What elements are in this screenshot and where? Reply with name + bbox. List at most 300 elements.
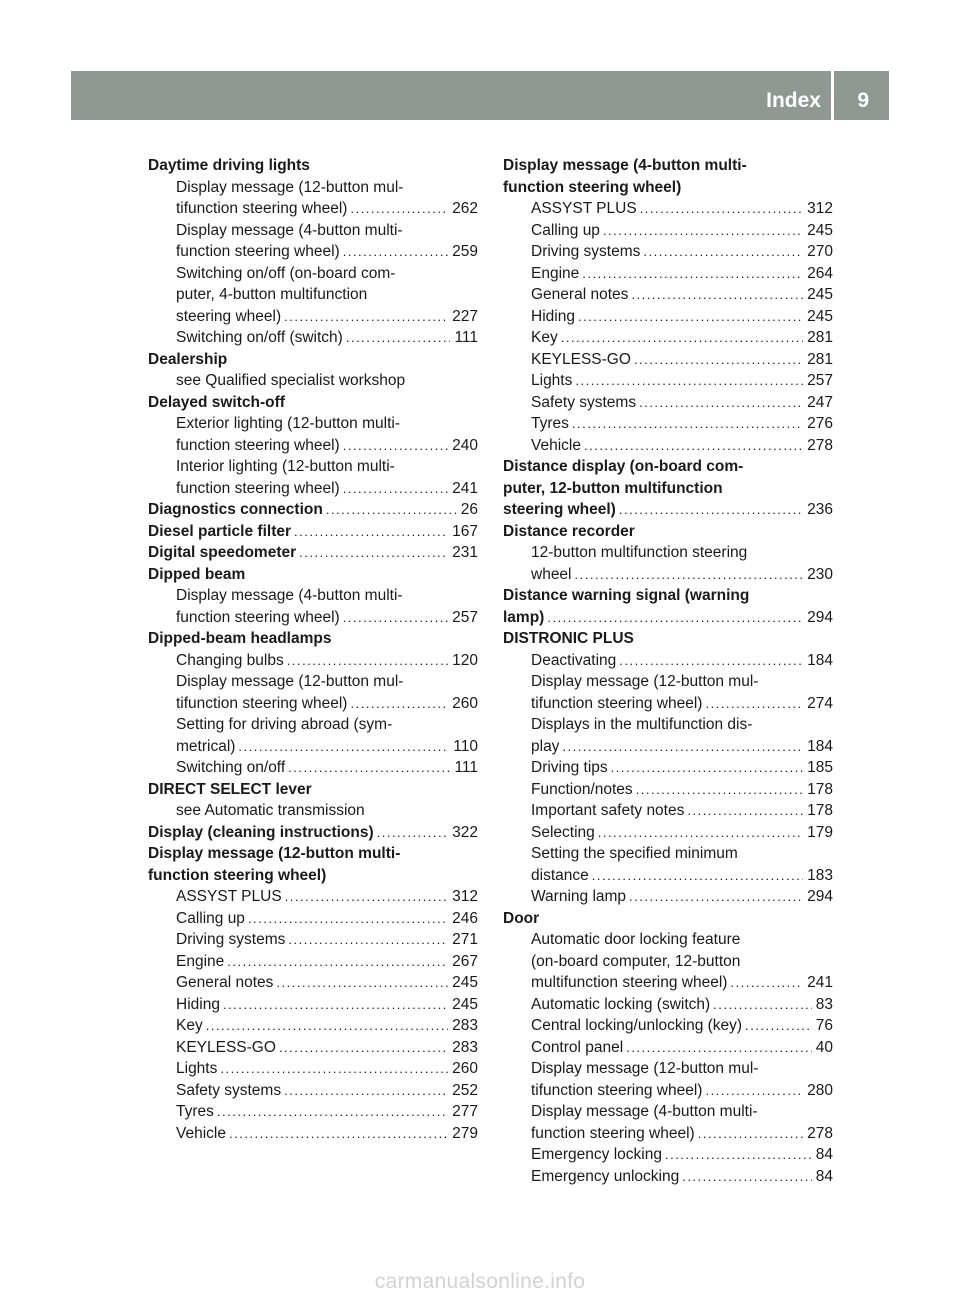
index-subentry xyxy=(503,994,833,1016)
page-ref: 270 xyxy=(807,243,833,260)
entry-label: Tyres xyxy=(176,1103,214,1120)
index-subentry xyxy=(503,198,833,220)
entry-label: General notes xyxy=(176,974,274,991)
entry-label: KEYLESS-GO xyxy=(176,1038,276,1056)
entry-label: ASSYST PLUS xyxy=(531,200,637,217)
index-entry xyxy=(503,177,833,199)
index-subentry xyxy=(148,1101,478,1123)
index-entry xyxy=(503,155,833,177)
index-subentry xyxy=(148,693,478,715)
entry-label: Interior lighting (12-button multi- xyxy=(176,458,395,475)
dot-leader xyxy=(629,886,803,908)
entry-label: Engine xyxy=(531,264,580,282)
entry-label: Vehicle xyxy=(176,1124,226,1142)
index-subentry xyxy=(148,284,478,306)
dot-leader xyxy=(343,607,448,629)
entry-label: Display message (4-button multi- xyxy=(176,587,403,604)
index-entry xyxy=(148,779,478,801)
page-ref: 227 xyxy=(452,307,478,325)
entry-label: Display message (12-button mul- xyxy=(176,178,404,196)
entry-label: Display message (12-button mul- xyxy=(176,673,404,690)
index-entry xyxy=(148,392,478,414)
index-subentry xyxy=(148,951,478,973)
index-subentry xyxy=(503,757,833,779)
dot-leader xyxy=(227,951,448,973)
entry-label: tifunction steering wheel) xyxy=(176,694,348,712)
entry-label: Function/notes xyxy=(531,780,633,798)
page-ref: 84 xyxy=(815,1146,833,1163)
index-subentry xyxy=(148,1037,478,1059)
entry-label: Display (cleaning instructions) xyxy=(148,823,374,841)
dot-leader xyxy=(206,1015,448,1037)
page-ref: 283 xyxy=(452,1017,478,1034)
index-subentry xyxy=(148,327,478,349)
page-ref: 257 xyxy=(452,608,478,626)
dot-leader xyxy=(575,564,804,586)
index-subentry xyxy=(148,929,478,951)
entry-label: function steering wheel) xyxy=(176,479,340,497)
page-ref: 111 xyxy=(454,759,478,776)
entry-label: Changing bulbs xyxy=(176,651,284,669)
entry-label: Distance recorder xyxy=(503,522,635,540)
index-subentry xyxy=(503,650,833,672)
dot-leader xyxy=(276,972,448,994)
entry-label: Display message (12-button multi- xyxy=(148,845,401,862)
watermark: carmanualsonline.info xyxy=(374,1270,586,1293)
dot-leader xyxy=(229,1123,448,1145)
dot-leader xyxy=(705,1080,803,1102)
page-number: 9 xyxy=(857,89,869,112)
entry-label: tifunction steering wheel) xyxy=(176,200,348,217)
entry-label: Hiding xyxy=(531,307,575,325)
index-subentry xyxy=(148,1080,478,1102)
dot-leader xyxy=(299,542,448,564)
page-ref: 240 xyxy=(452,436,478,454)
entry-label: Control panel xyxy=(531,1038,624,1056)
index-subentry xyxy=(503,1101,833,1123)
entry-label: function steering wheel) xyxy=(148,866,327,884)
page-ref: 281 xyxy=(807,350,833,368)
dot-leader xyxy=(561,327,803,349)
entry-label: Display message (4-button multi- xyxy=(503,157,747,174)
page-ref: 279 xyxy=(452,1124,478,1142)
index-subentry xyxy=(148,198,478,220)
page-ref: 245 xyxy=(452,974,478,991)
dot-leader xyxy=(285,886,448,908)
index-subentry xyxy=(148,306,478,328)
entry-label: function steering wheel) xyxy=(176,243,340,260)
section-title: Index xyxy=(766,89,821,112)
index-subentry xyxy=(148,370,478,392)
dot-leader xyxy=(603,220,803,242)
entry-label: Automatic locking (switch) xyxy=(531,995,711,1013)
entry-label: ASSYST PLUS xyxy=(176,888,282,905)
index-entry xyxy=(148,865,478,887)
entry-label: Diesel particle filter xyxy=(148,522,292,540)
dot-leader xyxy=(562,736,803,758)
entry-label: Exterior lighting (12-button multi- xyxy=(176,415,400,432)
index-subentry xyxy=(503,263,833,285)
index-subentry xyxy=(503,714,833,736)
entry-label: puter, 4-button multifunction xyxy=(176,286,368,303)
dot-leader xyxy=(584,435,803,457)
dot-leader xyxy=(611,757,803,779)
entry-label: Central locking/unlocking (key) xyxy=(531,1017,743,1034)
index-entry xyxy=(148,155,478,177)
page-ref: 236 xyxy=(807,501,833,518)
dot-leader xyxy=(279,1037,448,1059)
index-subentry xyxy=(503,886,833,908)
index-subentry xyxy=(503,1123,833,1145)
entry-label: Important safety notes xyxy=(531,802,685,819)
dot-leader xyxy=(578,306,803,328)
dot-leader xyxy=(713,994,812,1016)
page-ref: 120 xyxy=(452,651,478,669)
dot-leader xyxy=(294,521,448,543)
entry-label: Dipped-beam headlamps xyxy=(148,630,332,647)
dot-leader xyxy=(640,198,803,220)
dot-leader xyxy=(730,972,803,994)
entry-label: Display message (4-button multi- xyxy=(176,221,403,239)
dot-leader xyxy=(619,499,803,521)
entry-label: Setting the specified minimum xyxy=(531,845,738,862)
page-ref: 262 xyxy=(452,200,478,217)
header-bar xyxy=(71,71,889,120)
index-subentry xyxy=(148,607,478,629)
entry-label: Switching on/off xyxy=(176,759,286,776)
index-column-right xyxy=(503,155,833,1187)
page-ref: 76 xyxy=(815,1017,833,1034)
dot-leader xyxy=(238,736,449,758)
index-subentry xyxy=(503,693,833,715)
index-column-left xyxy=(148,155,478,1144)
entry-label: Calling up xyxy=(531,221,600,239)
page-ref: 278 xyxy=(807,436,833,454)
entry-label: Key xyxy=(531,329,558,346)
index-entry xyxy=(148,349,478,371)
dot-leader xyxy=(745,1015,812,1037)
entry-label: Tyres xyxy=(531,415,569,432)
page-ref: 110 xyxy=(453,737,478,755)
page-ref: 230 xyxy=(807,565,833,583)
index-subentry xyxy=(148,413,478,435)
index-subentry xyxy=(503,220,833,242)
entry-label: Door xyxy=(503,909,540,927)
index-subentry xyxy=(503,284,833,306)
dot-leader xyxy=(705,693,803,715)
index-subentry xyxy=(148,220,478,242)
page-ref: 257 xyxy=(807,372,833,389)
dot-leader xyxy=(582,263,803,285)
page-ref: 245 xyxy=(807,307,833,325)
page-ref: 252 xyxy=(452,1081,478,1099)
index-subentry xyxy=(503,1037,833,1059)
page-ref: 260 xyxy=(452,1060,478,1077)
entry-label: steering wheel) xyxy=(503,501,616,518)
entry-label: puter, 12-button multifunction xyxy=(503,479,723,497)
page-ref: 294 xyxy=(807,888,833,905)
entry-label: Emergency unlocking xyxy=(531,1167,680,1185)
page-ref: 260 xyxy=(452,694,478,712)
index-subentry xyxy=(148,908,478,930)
index-subentry xyxy=(503,1166,833,1188)
entry-label: Engine xyxy=(176,952,225,970)
entry-label: Digital speedometer xyxy=(148,544,297,561)
dot-leader xyxy=(665,1144,812,1166)
dot-leader xyxy=(598,822,803,844)
index-subentry xyxy=(503,1080,833,1102)
page-ref: 185 xyxy=(807,759,833,776)
page-ref: 280 xyxy=(807,1081,833,1099)
entry-label: Key xyxy=(176,1017,203,1034)
entry-label: tifunction steering wheel) xyxy=(531,694,703,712)
dot-leader xyxy=(350,693,448,715)
entry-label: see Automatic transmission xyxy=(176,802,365,819)
page-ref: 276 xyxy=(807,415,833,432)
page-ref: 278 xyxy=(807,1124,833,1142)
page-ref: 322 xyxy=(452,823,478,841)
index-entry xyxy=(148,499,478,521)
page-ref: 178 xyxy=(807,780,833,798)
dot-leader xyxy=(682,1166,812,1188)
index-subentry xyxy=(503,736,833,758)
index-entry xyxy=(148,843,478,865)
index-subentry xyxy=(503,1144,833,1166)
index-subentry xyxy=(503,564,833,586)
index-entry xyxy=(503,478,833,500)
index-subentry xyxy=(148,736,478,758)
index-subentry xyxy=(148,757,478,779)
index-subentry xyxy=(148,1123,478,1145)
index-subentry xyxy=(503,951,833,973)
index-entry xyxy=(503,585,833,607)
dot-leader xyxy=(634,349,803,371)
page-ref: 274 xyxy=(807,694,833,712)
page-ref: 283 xyxy=(452,1038,478,1056)
dot-leader xyxy=(223,994,448,1016)
dot-leader xyxy=(343,435,448,457)
page-ref: 247 xyxy=(807,393,833,411)
index-subentry xyxy=(503,865,833,887)
page-ref: 312 xyxy=(452,888,478,905)
index-subentry xyxy=(148,800,478,822)
dot-leader xyxy=(343,478,448,500)
entry-label: KEYLESS-GO xyxy=(531,350,631,368)
entry-label: Lights xyxy=(531,372,573,389)
index-subentry xyxy=(148,435,478,457)
index-subentry xyxy=(148,972,478,994)
entry-label: function steering wheel) xyxy=(176,608,340,626)
entry-label: Warning lamp xyxy=(531,888,627,905)
entry-label: Distance display (on-board com- xyxy=(503,458,744,475)
index-subentry xyxy=(503,349,833,371)
page-ref: 241 xyxy=(807,974,833,991)
entry-label: distance xyxy=(531,866,589,884)
page-ref: 245 xyxy=(807,221,833,239)
index-entry xyxy=(503,521,833,543)
index-subentry xyxy=(503,843,833,865)
dot-leader xyxy=(284,306,448,328)
index-entry xyxy=(148,628,478,650)
dot-leader xyxy=(248,908,448,930)
index-subentry xyxy=(503,542,833,564)
entry-label: Diagnostics connection xyxy=(148,501,323,518)
dot-leader xyxy=(575,370,803,392)
page-ref: 179 xyxy=(807,823,833,841)
dot-leader xyxy=(288,757,450,779)
page-ref: 184 xyxy=(807,651,833,669)
index-subentry xyxy=(148,1058,478,1080)
entry-label: DISTRONIC PLUS xyxy=(503,630,634,647)
entry-label: Driving tips xyxy=(531,759,608,776)
index-entry xyxy=(148,822,478,844)
page-ref: 294 xyxy=(807,608,833,626)
index-subentry xyxy=(503,1058,833,1080)
index-subentry xyxy=(148,241,478,263)
entry-label: function steering wheel) xyxy=(176,436,340,454)
entry-label: Calling up xyxy=(176,909,245,927)
entry-label: DIRECT SELECT lever xyxy=(148,780,312,798)
entry-label: Setting for driving abroad (sym- xyxy=(176,716,393,733)
entry-label: Dipped beam xyxy=(148,565,246,583)
index-subentry xyxy=(148,585,478,607)
entry-label: wheel xyxy=(531,565,572,583)
entry-label: tifunction steering wheel) xyxy=(531,1081,703,1099)
header-divider xyxy=(831,71,834,120)
entry-label: Emergency locking xyxy=(531,1146,662,1163)
index-entry xyxy=(503,499,833,521)
page-ref: 167 xyxy=(452,522,478,540)
index-subentry xyxy=(503,392,833,414)
index-subentry xyxy=(503,800,833,822)
page-ref: 245 xyxy=(807,286,833,303)
entry-label: Vehicle xyxy=(531,436,581,454)
index-subentry xyxy=(148,1015,478,1037)
dot-leader xyxy=(619,650,803,672)
dot-leader xyxy=(288,929,448,951)
index-subentry xyxy=(503,972,833,994)
page-ref: 246 xyxy=(452,909,478,927)
index-subentry xyxy=(148,478,478,500)
index-subentry xyxy=(148,994,478,1016)
entry-label: Driving systems xyxy=(531,243,641,260)
page-ref: 184 xyxy=(807,737,833,755)
index-entry xyxy=(503,456,833,478)
index-entry xyxy=(503,908,833,930)
index-subentry xyxy=(148,714,478,736)
page-ref: 267 xyxy=(452,952,478,970)
dot-leader xyxy=(284,1080,448,1102)
entry-label: Display message (4-button multi- xyxy=(531,1103,758,1120)
entry-label: metrical) xyxy=(176,737,236,755)
entry-label: 12-button multifunction steering xyxy=(531,544,748,561)
index-entry xyxy=(148,564,478,586)
entry-label: Lights xyxy=(176,1060,218,1077)
entry-label: function steering wheel) xyxy=(503,178,682,196)
index-subentry xyxy=(503,1015,833,1037)
page-ref: 271 xyxy=(452,931,478,948)
page-ref: 281 xyxy=(807,329,833,346)
dot-leader xyxy=(636,779,803,801)
dot-leader xyxy=(639,392,803,414)
entry-label: General notes xyxy=(531,286,629,303)
dot-leader xyxy=(350,198,448,220)
index-subentry xyxy=(148,456,478,478)
dot-leader xyxy=(346,327,451,349)
page-ref: 264 xyxy=(807,264,833,282)
index-subentry xyxy=(503,327,833,349)
index-entry xyxy=(148,542,478,564)
index-subentry xyxy=(503,779,833,801)
dot-leader xyxy=(626,1037,812,1059)
dot-leader xyxy=(572,413,803,435)
index-subentry xyxy=(148,177,478,199)
index-subentry xyxy=(503,241,833,263)
page-ref: 241 xyxy=(452,479,478,497)
index-subentry xyxy=(503,822,833,844)
index-subentry xyxy=(148,886,478,908)
page-ref: 26 xyxy=(460,501,478,518)
dot-leader xyxy=(287,650,448,672)
entry-label: Daytime driving lights xyxy=(148,157,310,174)
entry-label: (on-board computer, 12-button xyxy=(531,952,741,970)
entry-label: Switching on/off (on-board com- xyxy=(176,264,396,282)
entry-label: Switching on/off (switch) xyxy=(176,329,343,346)
entry-label: Dealership xyxy=(148,350,228,368)
dot-leader xyxy=(698,1123,803,1145)
entry-label: Distance warning signal (warning xyxy=(503,587,750,604)
entry-label: lamp) xyxy=(503,608,545,626)
index-entry xyxy=(503,607,833,629)
entry-label: function steering wheel) xyxy=(531,1124,695,1142)
page-ref: 111 xyxy=(454,329,478,346)
entry-label: Driving systems xyxy=(176,931,286,948)
index-subentry xyxy=(503,435,833,457)
dot-leader xyxy=(547,607,803,629)
entry-label: Automatic door locking feature xyxy=(531,931,741,948)
page-ref: 259 xyxy=(452,243,478,260)
page-ref: 231 xyxy=(452,544,478,561)
dot-leader xyxy=(326,499,457,521)
dot-leader xyxy=(687,800,803,822)
page-ref: 245 xyxy=(452,995,478,1013)
dot-leader xyxy=(220,1058,448,1080)
index-subentry xyxy=(148,650,478,672)
index-subentry xyxy=(503,671,833,693)
entry-label: Safety systems xyxy=(176,1081,282,1099)
index-subentry xyxy=(503,370,833,392)
entry-label: Display message (12-button mul- xyxy=(531,673,759,690)
entry-label: steering wheel) xyxy=(176,307,282,325)
dot-leader xyxy=(592,865,803,887)
dot-leader xyxy=(217,1101,448,1123)
dot-leader xyxy=(377,822,448,844)
entry-label: multifunction steering wheel) xyxy=(531,974,728,991)
index-entry xyxy=(148,521,478,543)
entry-label: see Qualified specialist workshop xyxy=(176,372,406,389)
entry-label: Safety systems xyxy=(531,393,637,411)
index-subentry xyxy=(148,263,478,285)
entry-label: play xyxy=(531,737,560,755)
page-ref: 277 xyxy=(452,1103,478,1120)
page-ref: 183 xyxy=(807,866,833,884)
page-ref: 178 xyxy=(807,802,833,819)
page-ref: 312 xyxy=(807,200,833,217)
dot-leader xyxy=(643,241,803,263)
entry-label: Delayed switch-off xyxy=(148,393,285,411)
entry-label: Hiding xyxy=(176,995,220,1013)
index-subentry xyxy=(503,413,833,435)
